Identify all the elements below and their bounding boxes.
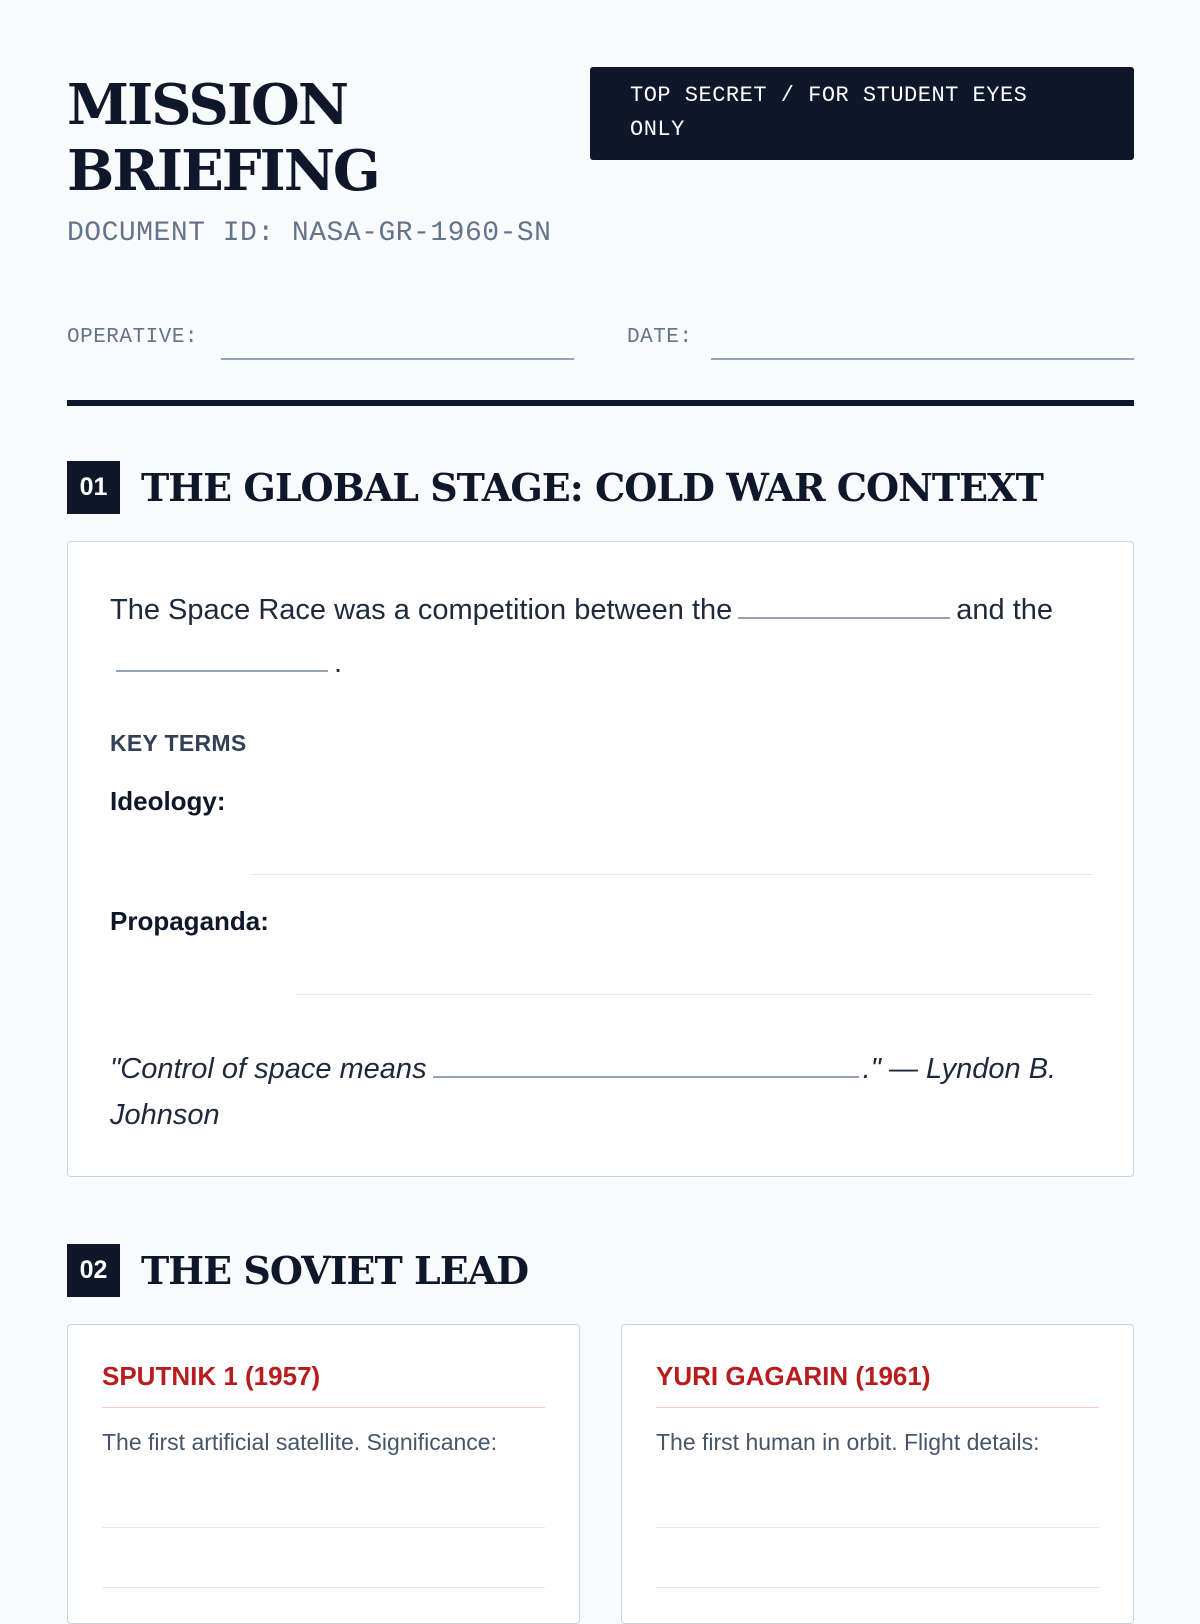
operative-field[interactable]: [221, 358, 574, 360]
sputnik-card-title: SPUTNIK 1 (1957): [102, 1361, 545, 1408]
operative-label: OPERATIVE:: [67, 326, 199, 349]
intro-text-mid: and the: [956, 594, 1054, 626]
title-block: [67, 72, 587, 249]
quote-text-start: "Control of space means: [110, 1053, 427, 1085]
gagarin-card-title: YURI GAGARIN (1961): [656, 1361, 1099, 1408]
classification-banner: TOP SECRET / FOR STUDENT EYES ONLY: [590, 67, 1134, 160]
date-label: DATE:: [627, 326, 693, 349]
document-id: DOCUMENT ID: NASA-GR-1960-SN: [67, 218, 552, 249]
header-divider: [67, 400, 1134, 406]
gagarin-answer-line-1[interactable]: [656, 1527, 1099, 1528]
intro-text-start: The Space Race was a competition between the: [110, 594, 733, 626]
section-1-title: THE GLOBAL STAGE: COLD WAR CONTEXT: [141, 465, 1043, 510]
sputnik-card-prompt: The first artificial satellite. Significance:: [102, 1429, 497, 1455]
quote-text-end: ." — Lyndon B. Johnson: [110, 1053, 1057, 1131]
sputnik-card: [67, 1324, 580, 1624]
section-1-header: [67, 461, 1134, 515]
section-1-card: [67, 541, 1134, 1177]
term-label-propaganda: Propaganda:: [110, 906, 269, 936]
quote-blank[interactable]: [433, 1048, 859, 1078]
gagarin-card: [621, 1324, 1134, 1624]
sputnik-answer-line-1[interactable]: [102, 1527, 545, 1528]
gagarin-answer-line-2[interactable]: [656, 1587, 1099, 1588]
section-1-number: 01: [67, 461, 120, 514]
sputnik-answer-line-2[interactable]: [102, 1587, 545, 1588]
ideology-answer-line[interactable]: [250, 874, 1093, 875]
country-blank-2[interactable]: [116, 642, 328, 672]
date-field[interactable]: [711, 358, 1134, 360]
gagarin-card-prompt: The first human in orbit. Flight details:: [656, 1429, 1040, 1455]
key-terms-heading: KEY TERMS: [110, 730, 247, 756]
lbj-quote: [110, 1046, 1100, 1138]
intro-text-end: .: [334, 647, 343, 679]
section-2-header: [67, 1244, 1134, 1298]
section-2-title: THE SOVIET LEAD: [141, 1248, 529, 1293]
section-2-number: 02: [67, 1244, 120, 1297]
country-blank-1[interactable]: [738, 589, 950, 619]
document-title: MISSION BRIEFING: [67, 72, 379, 204]
intro-sentence: [110, 584, 1100, 690]
term-label-ideology: Ideology:: [110, 786, 226, 816]
propaganda-answer-line[interactable]: [295, 994, 1093, 995]
meta-row: [67, 322, 1134, 362]
